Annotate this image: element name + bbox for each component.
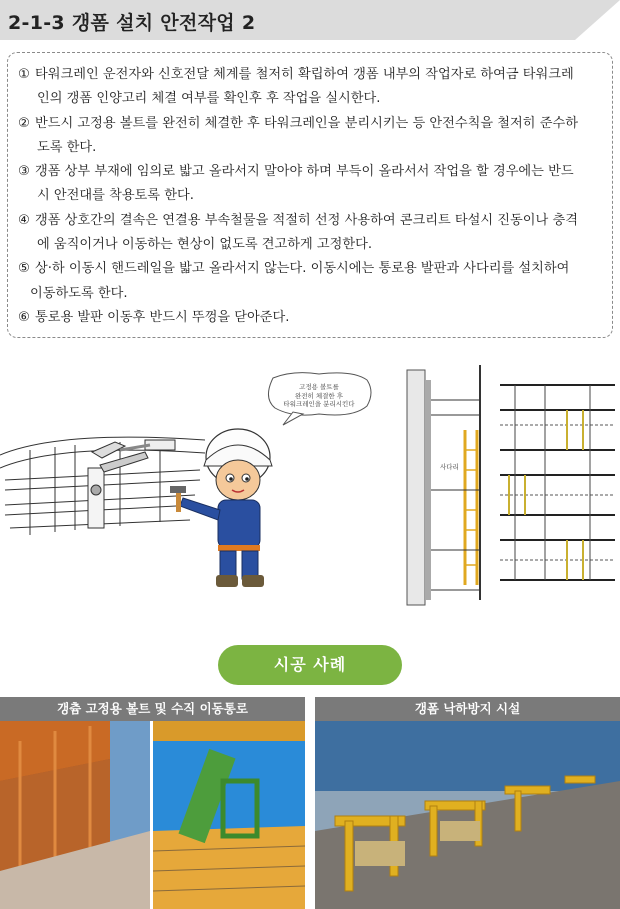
header-band	[0, 0, 620, 40]
item-number: ①	[18, 67, 30, 82]
photo-bolt-passage-right	[153, 721, 305, 909]
item-text-cont: 시 안전대를 착용토록 한다.	[37, 188, 194, 204]
item-number: ②	[18, 115, 30, 131]
item-text-cont: 인의 갱폼 인양고리 체결 여부를 확인후 후 작업을 실시한다.	[37, 91, 381, 107]
page-title: 2-1-3 갱폼 설치 안전작업 2	[8, 12, 256, 34]
gang-form-elevation-drawing	[495, 375, 620, 595]
instruction-item-1	[18, 63, 604, 112]
item-number: ③	[18, 164, 30, 180]
vertical-ladder-section-drawing	[385, 360, 495, 610]
instruction-item-4	[18, 209, 604, 258]
instruction-item-3	[18, 160, 604, 209]
photo-caption-1: 갱츔 고정용 볼트 및 수직 이동통로	[0, 697, 305, 721]
photo-caption-2: 갱폼 낙하방지 시설	[315, 697, 620, 721]
item-number: ④	[18, 212, 30, 228]
item-text: 통로용 발판 이동후 반드시 뚜껑을 닫아준다.	[35, 309, 290, 325]
instruction-item-6	[18, 306, 604, 330]
speech-line-2: 완전히 체결한 후	[294, 391, 344, 400]
case-study-button[interactable]: 시공 사례	[218, 645, 402, 685]
speech-bubble-text	[267, 383, 371, 409]
instruction-item-5	[18, 257, 604, 306]
instruction-item-2	[18, 112, 604, 161]
item-text-cont: 도록 한다.	[37, 139, 97, 155]
photo-fall-prevention	[315, 721, 620, 909]
item-text: 갱폼 상호간의 결속은 연결용 부속철물을 적절히 선정 사용하여 콘크리트 타설시 진동이나 충격	[35, 212, 578, 228]
item-text: 타워크레인 운전자와 신호전달 체계를 철저히 확립하여 갱폼 내부의 작업자로 하여금 타워크레	[35, 67, 574, 82]
item-text: 상·하 이동시 핸드레일을 밟고 올라서지 않는다. 이동시에는 통로용 발판과 사다리를 설치하여	[35, 261, 570, 277]
instruction-box	[7, 52, 613, 338]
ladder-label: 사다리	[440, 463, 459, 471]
speech-line-1: 고정용 볼트를	[299, 383, 339, 391]
item-number: ⑤	[18, 261, 30, 277]
speech-line-3: 타워크레인을 분리시킨다	[283, 400, 355, 408]
item-text-cont: 이동하도록 한다.	[30, 285, 128, 301]
item-text: 반드시 고정용 볼트를 완전히 체결한 후 타워크레인을 분리시키는 등 안전수칙을 철저히 준수하	[35, 115, 578, 131]
item-number: ⑥	[18, 309, 30, 325]
item-text: 갱폼 상부 부재에 임의로 밟고 올라서지 말아야 하며 부득이 올라서서 작업을 할 경우에는 반드	[35, 164, 574, 180]
photo-bolt-passage-left	[0, 721, 150, 909]
worker-character	[168, 420, 288, 590]
item-text-cont: 에 움직이거나 이동하는 현상이 없도록 견고하게 고정한다.	[37, 237, 373, 253]
